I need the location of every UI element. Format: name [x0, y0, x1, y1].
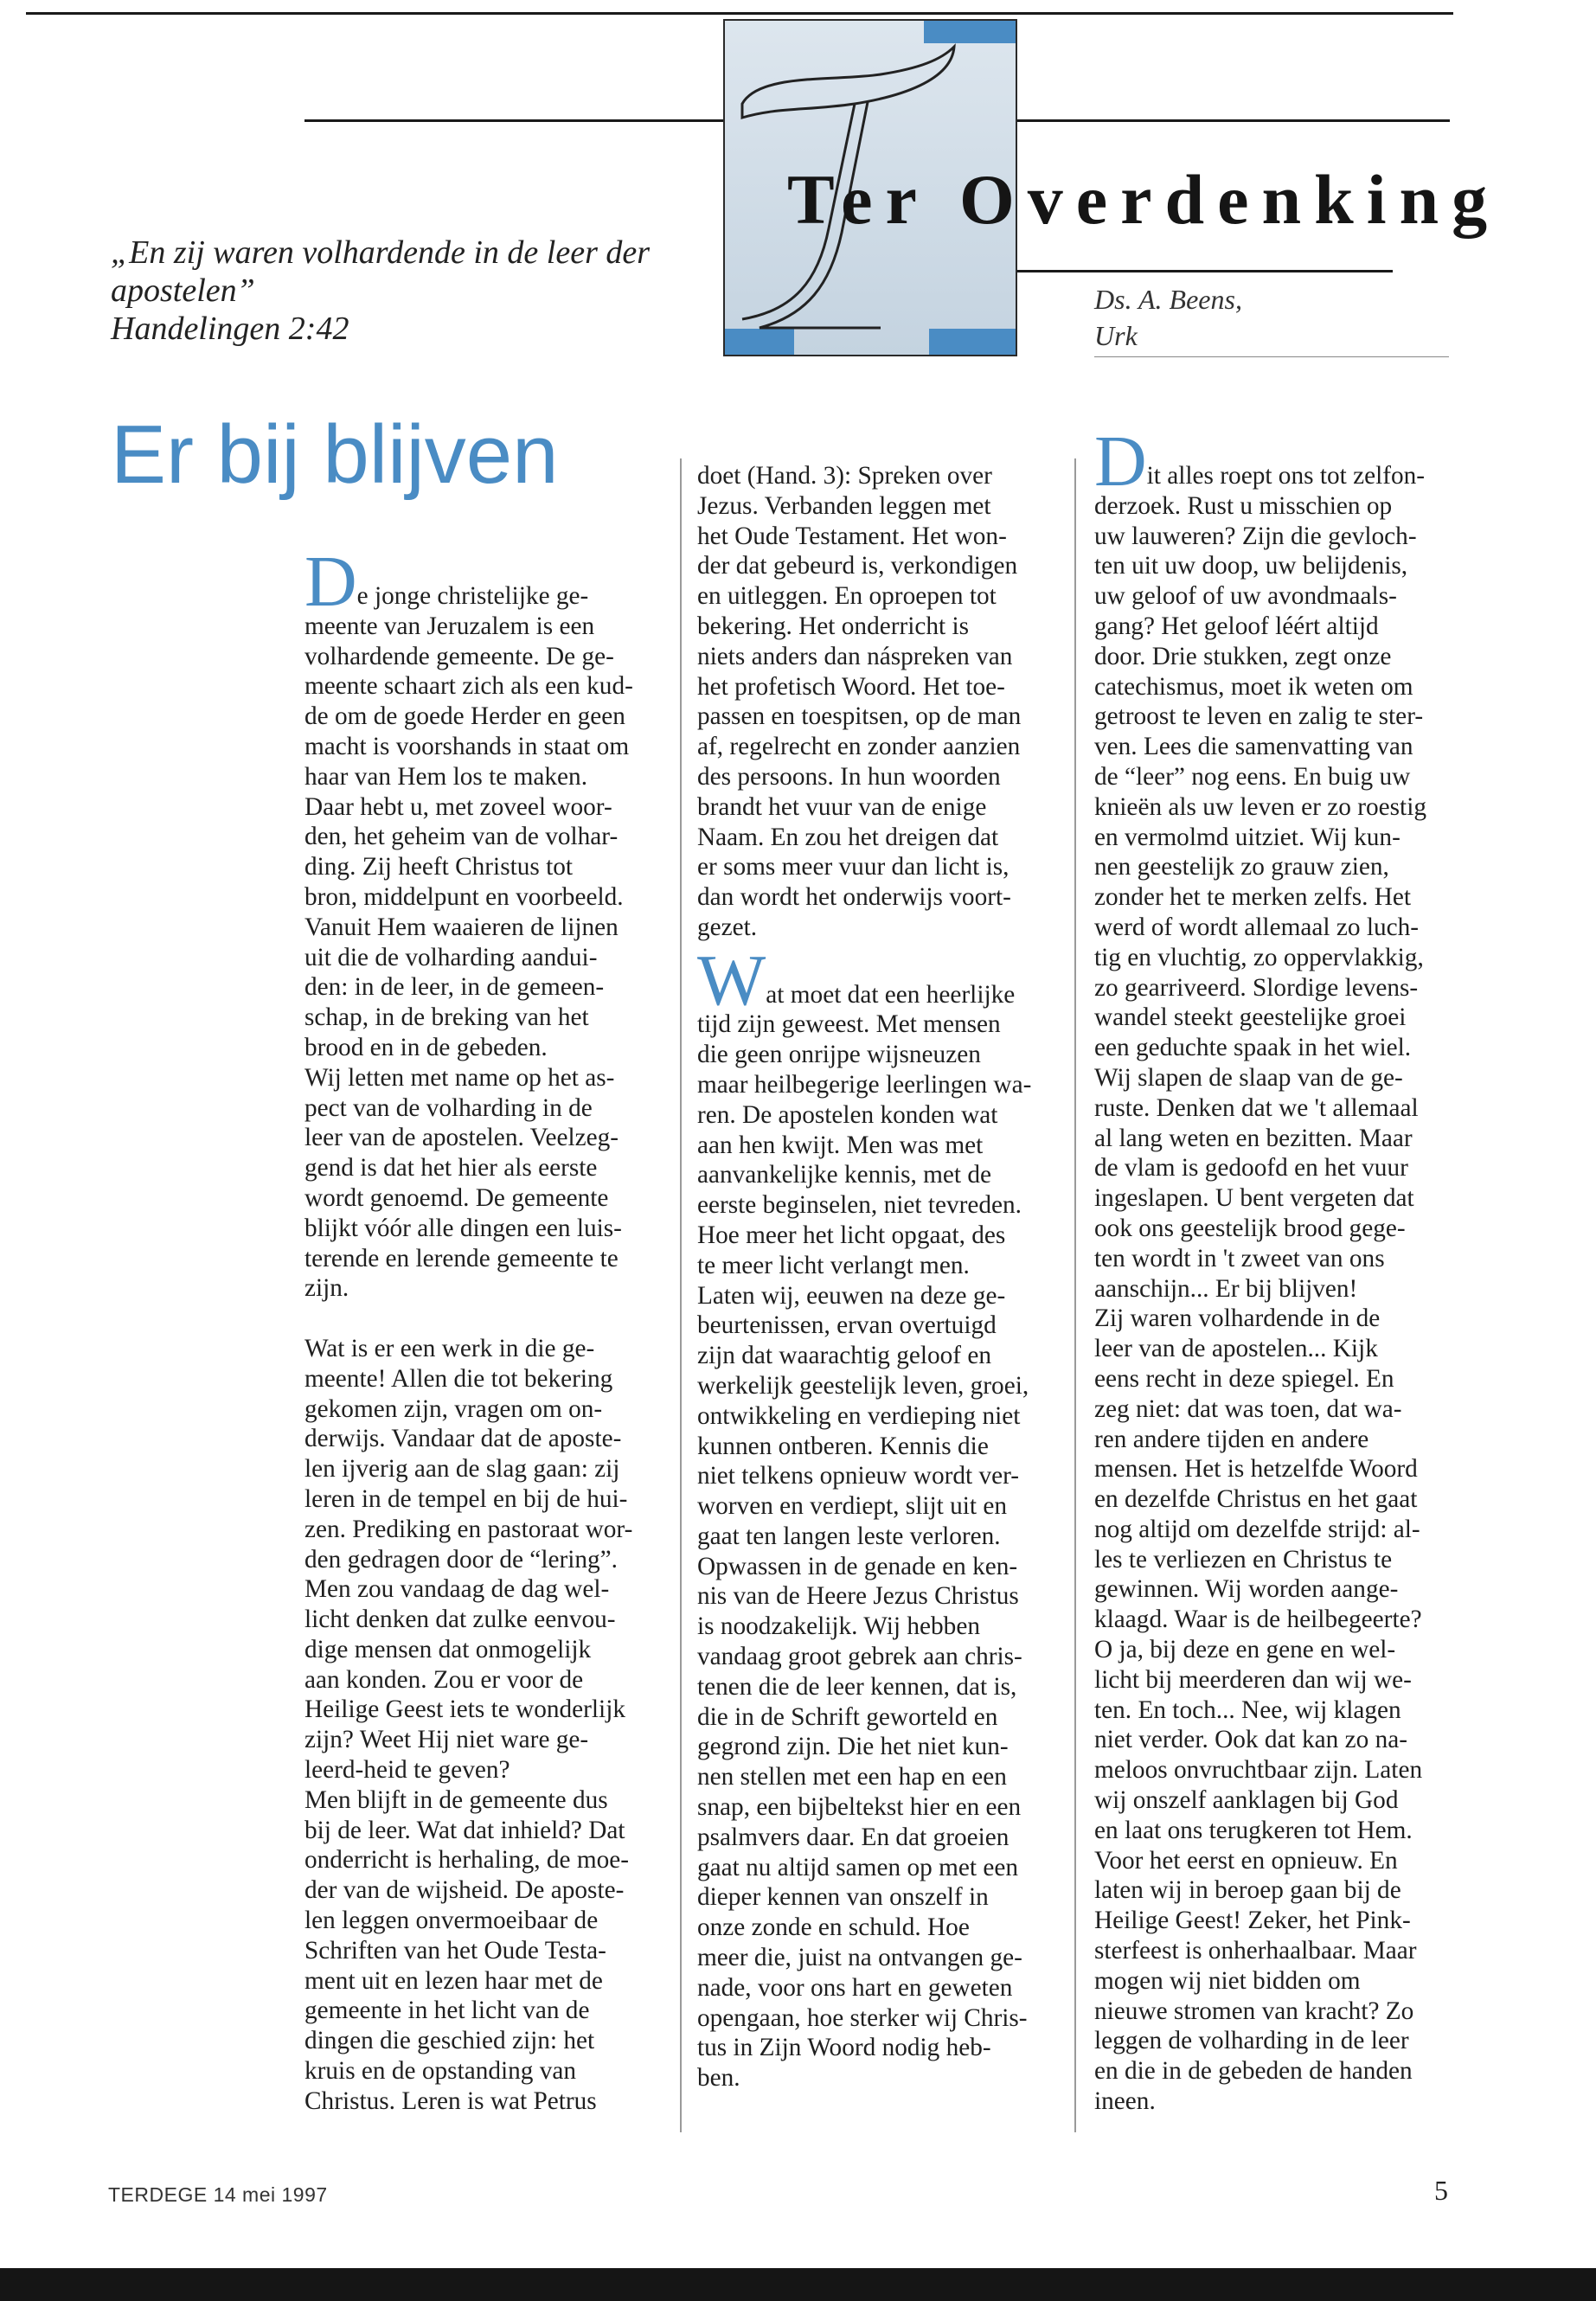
text-line: len ijverig aan de slag gaan: zij: [304, 1455, 620, 1484]
text-line: Daar hebt u, met zoveel woor-: [304, 792, 612, 821]
text-line: zen. Prediking en pastoraat wor-: [304, 1515, 633, 1543]
text-line: ven. Lees die samenvatting van: [1094, 733, 1413, 761]
text-line: at moet dat een heerlijke: [766, 980, 1016, 1009]
text-line: ren. De apostelen konden wat: [697, 1100, 998, 1129]
quote-line-2: apostelen”: [111, 272, 255, 309]
drop-cap: D: [304, 542, 357, 622]
text-line: dieper kennen van onszelf in: [697, 1883, 989, 1912]
text-line: leerd-heid te geven?: [304, 1756, 510, 1785]
text-line: terende en lerende gemeente te: [304, 1244, 619, 1272]
text-line: onze zonde en schuld. Hoe: [697, 1913, 970, 1942]
text-line: zijn dat waarachtig geloof en: [697, 1342, 992, 1370]
text-line: maar heilbegerige leerlingen wa-: [697, 1070, 1032, 1099]
text-line: ten wordt in 't zweet van ons: [1094, 1244, 1385, 1272]
text-line: dige mensen dat onmogelijk: [304, 1635, 592, 1663]
text-line: meente! Allen die tot bekering: [304, 1364, 613, 1393]
text-line: de om de goede Herder en geen: [304, 702, 625, 731]
text-line: Wat is er een werk in die ge-: [304, 1334, 595, 1362]
text-line: wij onszelf aanklagen bij God: [1094, 1786, 1399, 1815]
publication-footer: TERDEGE 14 mei 1997: [108, 2183, 328, 2206]
text-line: wordt genoemd. De gemeente: [304, 1183, 609, 1212]
text-line: nog altijd om dezelfde strijd: al-: [1094, 1515, 1420, 1543]
text-line: die in de Schrift geworteld en: [697, 1702, 998, 1731]
text-line: aan konden. Zou er voor de: [304, 1665, 584, 1694]
text-line: ten. En toch... Nee, wij klagen: [1094, 1695, 1401, 1724]
text-line: kunnen ontberen. Kennis die: [697, 1432, 989, 1460]
text-line: beurtenissen, ervan overtuigd: [697, 1311, 997, 1340]
text-line: Laten wij, eeuwen na deze ge-: [697, 1281, 1006, 1310]
drop-cap: D: [1094, 421, 1147, 502]
text-line: het profetisch Woord. Het toe-: [697, 672, 1005, 701]
text-line: brood en in de gebeden.: [304, 1033, 548, 1061]
author-byline: [1094, 281, 1242, 354]
column-3-paragraph-1: [1094, 491, 1426, 2117]
text-line: nen stellen met een hap en een: [697, 1763, 1007, 1791]
top-rule: [26, 12, 1453, 15]
bottom-scan-edge: [0, 2268, 1596, 2301]
text-line: niet verder. Ook dat kan zo na-: [1094, 1726, 1408, 1754]
text-line: ding. Zij heeft Christus tot: [304, 853, 574, 881]
text-line: e jonge christelijke ge-: [356, 582, 589, 610]
text-line: ren andere tijden en andere: [1094, 1425, 1369, 1453]
text-line: al lang weten en bezitten. Maar: [1094, 1124, 1413, 1152]
text-line: ment uit en lezen haar met de: [304, 1966, 603, 1995]
text-line: ook ons geestelijk brood gege-: [1094, 1214, 1406, 1242]
text-line: is noodzakelijk. Wij hebben: [697, 1612, 980, 1641]
text-line: Hoe meer het licht opgaat, des: [697, 1221, 1006, 1249]
text-line: bekering. Het onderricht is: [697, 612, 970, 640]
text-line: leer van de apostelen. Veelzeg-: [304, 1124, 619, 1152]
text-line: onderricht is herhaling, de moe-: [304, 1846, 630, 1875]
text-line: passen en toespitsen, op de man: [697, 702, 1022, 731]
text-line: gewinnen. Wij worden aange-: [1094, 1575, 1399, 1604]
text-line: Jezus. Verbanden leggen met: [697, 491, 991, 520]
text-line: it alles roept ons tot zelfon-: [1146, 462, 1426, 490]
article-column-1: [304, 542, 633, 2117]
column-1-paragraph-2: [304, 1334, 633, 2117]
text-line: leer van de apostelen... Kijk: [1094, 1335, 1378, 1363]
column-3-first-line: [1094, 421, 1426, 502]
text-line: Vanuit Hem waaieren de lijnen: [304, 913, 619, 941]
text-line: volhardende gemeente. De ge-: [304, 642, 614, 670]
text-line: bij de leer. Wat dat inhield? Dat: [304, 1816, 625, 1844]
text-line: Men blijft in de gemeente dus: [304, 1785, 608, 1814]
text-line: dingen die geschied zijn: het: [304, 2027, 595, 2055]
column-1-paragraph-1: [304, 612, 633, 1304]
column-2-drop-line: [697, 939, 1031, 1021]
drop-cap: W: [697, 939, 766, 1021]
text-line: een geduchte spaak in het wiel.: [1094, 1034, 1412, 1062]
text-line: Zij waren volhardende in de: [1094, 1304, 1381, 1333]
text-line: opengaan, hoe sterker wij Chris-: [697, 2003, 1028, 2032]
text-line: des persoons. In hun woorden: [697, 762, 1001, 791]
text-line: eens recht in deze spiegel. En: [1094, 1364, 1394, 1393]
text-line: sterfeest is onherhaalbaar. Maar: [1094, 1937, 1417, 1965]
text-line: tus in Zijn Woord nodig heb-: [697, 2034, 991, 2062]
text-line: getroost te leven en zalig te ster-: [1094, 702, 1424, 731]
text-line: ingeslapen. U bent vergeten dat: [1094, 1184, 1414, 1213]
text-line: der dat gebeurd is, verkondigen: [697, 552, 1018, 580]
text-line: die geen onrijpe wijsneuzen: [697, 1041, 981, 1069]
text-line: de vlam is gedoofd en het vuur: [1094, 1154, 1408, 1183]
text-line: gaat ten langen leste verloren.: [697, 1522, 1001, 1550]
text-line: bron, middelpunt en voorbeeld.: [304, 882, 624, 911]
text-line: zijn.: [304, 1274, 349, 1303]
text-line: licht denken dat zulke eenvou-: [304, 1606, 616, 1634]
text-line: doet (Hand. 3): Spreken over: [697, 462, 992, 490]
text-line: Schriften van het Oude Testa-: [304, 1936, 606, 1965]
author-rule: [1094, 356, 1449, 357]
text-line: tig en vluchtig, zo oppervlakkig,: [1094, 943, 1424, 971]
text-line: het Oude Testament. Het won-: [697, 522, 1007, 550]
text-line: schap, in de breking van het: [304, 1003, 589, 1032]
text-line: gang? Het geloof léért altijd: [1094, 612, 1379, 640]
text-line: door. Drie stukken, zegt onze: [1094, 642, 1392, 670]
text-line: Wij letten met name op het as-: [304, 1063, 615, 1092]
text-line: zeg niet: dat was toen, dat wa-: [1094, 1394, 1402, 1423]
text-line: vandaag groot gebrek aan chris-: [697, 1643, 1022, 1671]
text-line: niets anders dan náspreken van: [697, 642, 1013, 670]
text-line: leren in de tempel en bij de hui-: [304, 1484, 628, 1513]
author-name: Ds. A. Beens,: [1094, 284, 1242, 315]
text-line: en dezelfde Christus en het gaat: [1094, 1485, 1418, 1514]
column-divider-2: [1074, 458, 1076, 2132]
scripture-reference: Handelingen 2:42: [111, 311, 349, 347]
text-line: les te verliezen en Christus te: [1094, 1545, 1393, 1574]
text-line: gegrond zijn. Die het niet kun-: [697, 1733, 1009, 1761]
text-line: nade, voor ons hart en geweten: [697, 1973, 1013, 2002]
text-line: uit die de volharding aandui-: [304, 943, 598, 971]
text-line: en uitleggen. En oproepen tot: [697, 582, 997, 611]
text-line: zonder het te merken zelfs. Het: [1094, 883, 1412, 912]
text-line: gekomen zijn, vragen om on-: [304, 1394, 603, 1423]
text-line: de “leer” nog eens. En buig uw: [1094, 762, 1411, 791]
text-line: werd of wordt allemaal zo luch-: [1094, 913, 1420, 941]
text-line: en vermolmd uitziet. Wij kun-: [1094, 823, 1401, 851]
column-2-paragraph-1: [697, 461, 1031, 943]
text-line: gemeente in het licht van de: [304, 1997, 590, 2025]
text-line: ruste. Denken dat we 't allemaal: [1094, 1093, 1419, 1122]
text-line: ineen.: [1094, 2087, 1156, 2116]
article-column-3: [1094, 421, 1426, 2117]
quote-line-1: „En zij waren volhardende in de leer der: [111, 234, 651, 271]
text-line: Christus. Leren is wat Petrus: [304, 2086, 597, 2115]
column-1-first-line: [304, 542, 633, 622]
text-line: brandt het vuur van de enige: [697, 792, 987, 821]
text-line: ontwikkeling en verdieping niet: [697, 1401, 1021, 1430]
text-line: kruis en de opstanding van: [304, 2057, 577, 2086]
text-line: Wij slapen de slaap van de ge-: [1094, 1063, 1403, 1092]
header-rule-left: [304, 119, 725, 122]
article-headline: Er bij blijven: [111, 408, 559, 501]
text-line: meente schaart zich als een kud-: [304, 672, 633, 701]
text-line: uw lauweren? Zijn die gevloch-: [1094, 522, 1417, 550]
text-line: O ja, bij deze en gene en wel-: [1094, 1636, 1396, 1664]
author-place: Urk: [1094, 320, 1138, 351]
text-line: laten wij in beroep gaan bij de: [1094, 1876, 1401, 1905]
text-line: derzoek. Rust u misschien op: [1094, 491, 1393, 520]
text-line: derwijs. Vandaar dat de aposte-: [304, 1425, 622, 1453]
text-line: aan hen kwijt. Men was met: [697, 1131, 984, 1159]
text-line: nen geestelijk zo grauw zien,: [1094, 853, 1389, 881]
text-line: zo gearriveerd. Slordige levens-: [1094, 973, 1419, 1002]
text-line: snap, een bijbeltekst hier en een: [697, 1793, 1022, 1822]
text-line: blijkt vóór alle dingen een luis-: [304, 1214, 622, 1242]
text-line: Heilige Geest! Zeker, het Pink-: [1094, 1907, 1411, 1935]
text-line: uw geloof of uw avondmaals-: [1094, 582, 1397, 611]
column-2-paragraph-2: [697, 1009, 1031, 2093]
text-line: macht is voorshands in staat om: [304, 732, 630, 760]
column-divider-1: [680, 458, 682, 2132]
text-line: der van de wijsheid. De aposte-: [304, 1876, 625, 1905]
text-line: niet telkens opnieuw wordt ver-: [697, 1462, 1020, 1490]
text-line: catechismus, moet ik weten om: [1094, 672, 1413, 701]
text-line: haar van Hem los te maken.: [304, 762, 588, 791]
text-line: licht bij meerderen dan wij we-: [1094, 1665, 1412, 1694]
text-line: tenen die de leer kennen, dat is,: [697, 1672, 1017, 1701]
text-line: len leggen onvermoeibaar de: [304, 1907, 599, 1935]
text-line: worven en verdiept, slijt uit en: [697, 1492, 1007, 1521]
text-line: tijd zijn geweest. Met mensen: [697, 1010, 1001, 1039]
text-line: en laat ons terugkeren tot Hem.: [1094, 1816, 1413, 1844]
text-line: ten uit uw doop, uw belijdenis,: [1094, 552, 1408, 580]
text-line: knieën als uw leven er zo roestig: [1094, 792, 1426, 821]
text-line: Naam. En zou het dreigen dat: [697, 823, 999, 851]
title-underline: [1012, 270, 1393, 272]
text-line: den gedragen door de “lering”.: [304, 1545, 618, 1574]
text-line: er soms meer vuur dan licht is,: [697, 853, 1010, 881]
text-line: gend is dat het hier als eerste: [304, 1154, 598, 1183]
header-rule-right: [1017, 119, 1450, 122]
text-line: Men zou vandaag de dag wel-: [304, 1575, 610, 1604]
text-line: gaat nu altijd samen op met een: [697, 1853, 1018, 1881]
text-line: nieuwe stromen van kracht? Zo: [1094, 1997, 1414, 2025]
text-line: den: in de leer, in de gemeen-: [304, 973, 605, 1002]
text-line: af, regelrecht en zonder aanzien: [697, 733, 1021, 761]
text-line: en die in de gebeden de handen: [1094, 2057, 1413, 2086]
text-line: aanschijn... Er bij blijven!: [1094, 1274, 1358, 1303]
text-line: meente van Jeruzalem is een: [304, 612, 595, 640]
text-line: psalmvers daar. En dat groeien: [697, 1823, 1010, 1851]
text-line: mogen wij niet bidden om: [1094, 1966, 1361, 1995]
text-line: aanvankelijke kennis, met de: [697, 1161, 992, 1189]
text-line: wandel steekt geestelijke groei: [1094, 1003, 1407, 1032]
text-line: den, het geheim van de volhar-: [304, 823, 619, 851]
page-number: 5: [1434, 2175, 1448, 2206]
text-line: mensen. Het is hetzelfde Woord: [1094, 1455, 1418, 1484]
text-line: zijn? Weet Hij niet ware ge-: [304, 1726, 589, 1754]
text-line: werkelijk geestelijk leven, groei,: [697, 1371, 1029, 1400]
text-line: te meer licht verlangt men.: [697, 1251, 970, 1279]
text-line: gezet.: [697, 913, 758, 941]
scripture-quote: [111, 234, 682, 348]
text-line: nis van de Heere Jezus Christus: [697, 1582, 1019, 1611]
text-line: pect van de volharding in de: [304, 1093, 593, 1122]
section-title: Ter Overdenking: [787, 160, 1501, 239]
text-line: Voor het eerst en opnieuw. En: [1094, 1846, 1398, 1875]
text-line: dan wordt het onderwijs voort-: [697, 883, 1011, 912]
text-line: Heilige Geest iets te wonderlijk: [304, 1695, 625, 1724]
article-column-2: [697, 461, 1031, 2093]
text-line: klaagd. Waar is de heilbegeerte?: [1094, 1606, 1422, 1634]
text-line: leggen de volharding in de leer: [1094, 2027, 1409, 2055]
text-line: meloos onvruchtbaar zijn. Laten: [1094, 1756, 1423, 1785]
text-line: eerste beginselen, niet tevreden.: [697, 1191, 1022, 1220]
text-line: Opwassen in de genade en ken-: [697, 1552, 1018, 1580]
text-line: ben.: [697, 2064, 740, 2093]
text-line: meer die, juist na ontvangen ge-: [697, 1944, 1022, 1972]
